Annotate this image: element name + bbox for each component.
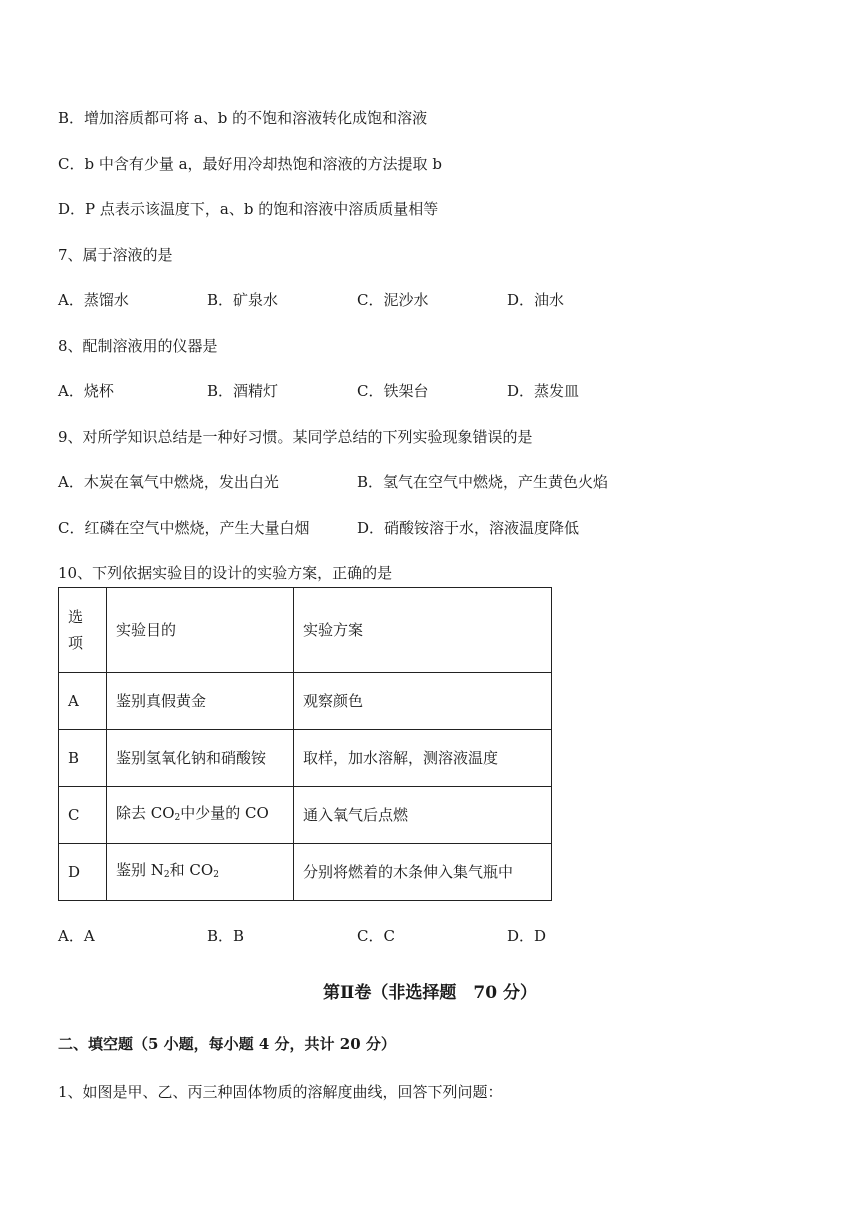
header-purpose: 实验目的	[107, 588, 294, 673]
cell-purpose: 鉴别 $N_2$和 $CO_2$	[107, 844, 294, 901]
cell-purpose: 鉴别真假黄金	[107, 673, 294, 730]
fill-q1-stem: 1、如图是甲、乙、丙三种固体物质的溶解度曲线，回答下列问题：	[58, 1083, 503, 1101]
q9-option-c: C．红磷在空气中燃烧，产生大量白烟	[58, 519, 310, 537]
q6-option-d: D．P 点表示该温度下，a、b 的饱和溶液中溶质质量相等	[58, 200, 439, 218]
q7-option-a: A．蒸馏水	[58, 291, 129, 309]
cell-plan: 通入氧气后点燃	[294, 787, 552, 844]
q6-option-b: B．增加溶质都可将 a、b 的不饱和溶液转化成饱和溶液	[58, 109, 428, 127]
q8-option-c: C．铁架台	[357, 382, 429, 400]
cell-plan: 取样，加水溶解，测溶液温度	[294, 730, 552, 787]
q8-option-b: B．酒精灯	[207, 382, 279, 400]
q7-option-c: C．泥沙水	[357, 291, 429, 309]
q9-option-a: A．木炭在氧气中燃烧，发出白光	[58, 473, 279, 491]
header-option: 选项	[59, 588, 107, 673]
table-row	[59, 673, 552, 730]
q10-option-a: A．A	[58, 927, 95, 945]
q8-stem: 8、配制溶液用的仪器是	[58, 337, 218, 355]
cell-option: A	[59, 673, 107, 730]
q8-option-a: A．烧杯	[58, 382, 114, 400]
q10-option-b: B．B	[207, 927, 245, 945]
section-title: 第Ⅱ卷（非选择题 70 分）	[323, 983, 537, 1003]
cell-purpose: 鉴别氢氧化钠和硝酸铵	[107, 730, 294, 787]
q9-option-d: D．硝酸铵溶于水，溶液温度降低	[357, 519, 580, 537]
q9-stem: 9、对所学知识总结是一种好习惯。某同学总结的下列实验现象错误的是	[58, 428, 533, 446]
q9-option-b: B．氢气在空气中燃烧，产生黄色火焰	[357, 473, 609, 491]
q7-option-b: B．矿泉水	[207, 291, 279, 309]
q7-stem: 7、属于溶液的是	[58, 246, 173, 264]
q6-option-c: C．b 中含有少量 a，最好用冷却热饱和溶液的方法提取 b	[58, 155, 442, 173]
q10-option-d: D．D	[507, 927, 547, 945]
cell-option: B	[59, 730, 107, 787]
q7-option-d: D．油水	[507, 291, 565, 309]
table-header-row	[59, 588, 552, 673]
q8-option-d: D．蒸发皿	[507, 382, 580, 400]
part-title: 二、填空题（5 小题，每小题 4 分，共计 20 分）	[58, 1035, 396, 1053]
cell-plan: 观察颜色	[294, 673, 552, 730]
table-row	[59, 787, 552, 844]
cell-option: D	[59, 844, 107, 901]
q10-stem: 10、下列依据实验目的设计的实验方案，正确的是	[58, 564, 393, 582]
cell-option: C	[59, 787, 107, 844]
table-row	[59, 730, 552, 787]
cell-plan: 分别将燃着的木条伸入集气瓶中	[294, 844, 552, 901]
table-row	[59, 844, 552, 901]
q10-option-c: C．C	[357, 927, 395, 945]
header-plan: 实验方案	[294, 588, 552, 673]
q10-table	[58, 587, 552, 901]
cell-purpose: 除去 $CO_2$中少量的 CO	[107, 787, 294, 844]
